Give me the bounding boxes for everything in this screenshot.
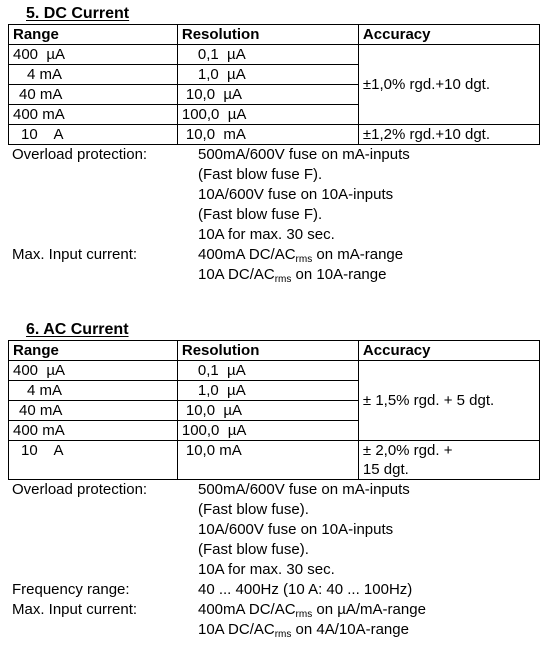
resolution-value: 1,0 µA xyxy=(197,66,246,83)
ac-current-table xyxy=(8,340,540,480)
range-cell xyxy=(9,125,178,145)
table-row xyxy=(9,45,540,65)
range-cell xyxy=(9,85,178,105)
accuracy-value: ± 1,5% rgd. + 5 dgt. xyxy=(362,392,495,409)
overload-line: 10A/600V fuse on 10A-inputs xyxy=(198,521,394,538)
accuracy-value: ±1,0% rgd.+10 dgt. xyxy=(362,76,490,93)
dc-current-section xyxy=(8,4,540,285)
resolution-cell xyxy=(177,65,358,85)
ac-current-heading-text: 6. AC Current xyxy=(26,321,129,338)
max-input-text: 400mA DC/AC xyxy=(198,601,296,618)
resolution-cell xyxy=(177,361,358,381)
header-accuracy: Accuracy xyxy=(358,341,539,361)
overload-line: (Fast blow fuse F). xyxy=(198,166,323,183)
range-cell xyxy=(9,421,178,441)
resolution-value: 1,0 µA xyxy=(197,382,246,399)
dc-current-table xyxy=(8,24,540,145)
dc-notes xyxy=(8,145,540,285)
overload-label: Overload protection: xyxy=(12,146,148,163)
overload-line: 10A for max. 30 sec. xyxy=(198,561,335,578)
ac-notes xyxy=(8,480,540,640)
accuracy-value: ± 2,0% rgd. + xyxy=(362,442,453,459)
range-cell xyxy=(9,105,178,125)
accuracy-cell xyxy=(358,441,539,480)
resolution-cell xyxy=(177,45,358,65)
overload-label: Overload protection: xyxy=(12,481,148,498)
max-input-text: 400mA DC/AC xyxy=(198,246,296,263)
ac-current-section xyxy=(8,320,540,640)
resolution-value: 10,0 mA xyxy=(185,126,246,143)
max-input-line xyxy=(198,265,540,285)
resolution-value: 10,0 µA xyxy=(185,402,243,419)
max-input-line xyxy=(198,620,540,640)
table-row xyxy=(9,125,540,145)
max-input-label: Max. Input current: xyxy=(12,601,138,618)
range-value: 4 mA xyxy=(27,382,63,399)
ac-current-heading xyxy=(8,320,540,340)
range-cell xyxy=(9,401,178,421)
resolution-value: 10,0 µA xyxy=(185,86,243,103)
table-header-row xyxy=(9,25,540,45)
overload-line: 10A/600V fuse on 10A-inputs xyxy=(198,186,394,203)
header-resolution: Resolution xyxy=(177,25,358,45)
max-input-text: on µA/mA-range xyxy=(312,601,426,618)
max-input-values xyxy=(198,245,540,285)
range-value: 40 mA xyxy=(19,402,63,419)
dc-current-heading xyxy=(8,4,540,24)
rms-subscript: rms xyxy=(274,274,292,285)
range-cell xyxy=(9,441,178,480)
header-range: Range xyxy=(9,25,178,45)
overload-row xyxy=(8,480,540,580)
header-range: Range xyxy=(9,341,178,361)
range-cell xyxy=(9,45,178,65)
overload-line: (Fast blow fuse F). xyxy=(198,206,323,223)
max-input-line xyxy=(198,600,540,620)
range-value: 400 µA xyxy=(13,46,66,63)
max-input-text: 10A DC/AC xyxy=(198,621,275,638)
table-header-row xyxy=(9,341,540,361)
accuracy-value: ±1,2% rgd.+10 dgt. xyxy=(362,126,490,143)
range-value: 10 A xyxy=(21,442,64,459)
overload-values xyxy=(198,480,540,580)
overload-line: 10A for max. 30 sec. xyxy=(198,226,335,243)
overload-line: 500mA/600V fuse on mA-inputs xyxy=(198,481,410,498)
range-value: 400 mA xyxy=(13,106,65,123)
resolution-cell xyxy=(177,421,358,441)
resolution-cell xyxy=(177,105,358,125)
frequency-value: 40 ... 400Hz (10 A: 40 ... 100Hz) xyxy=(198,581,413,598)
header-accuracy: Accuracy xyxy=(358,25,539,45)
overload-line: 500mA/600V fuse on mA-inputs xyxy=(198,146,410,163)
rms-subscript: rms xyxy=(274,629,292,640)
max-input-text: on 4A/10A-range xyxy=(291,621,409,638)
resolution-cell xyxy=(177,125,358,145)
accuracy-value: 15 dgt. xyxy=(362,461,409,478)
max-input-row xyxy=(8,245,540,285)
frequency-label: Frequency range: xyxy=(12,581,130,598)
max-input-text: on mA-range xyxy=(312,246,404,263)
overload-row xyxy=(8,145,540,245)
rms-subscript: rms xyxy=(295,609,313,620)
resolution-value: 100,0 µA xyxy=(181,106,247,123)
resolution-value: 100,0 µA xyxy=(181,422,247,439)
range-value: 400 mA xyxy=(13,422,65,439)
resolution-cell xyxy=(177,85,358,105)
accuracy-group-cell xyxy=(358,361,539,441)
resolution-value: 10,0 mA xyxy=(185,442,242,459)
resolution-cell xyxy=(177,401,358,421)
range-cell xyxy=(9,65,178,85)
resolution-cell xyxy=(177,441,358,480)
max-input-values xyxy=(198,600,540,640)
max-input-text: 10A DC/AC xyxy=(198,266,275,283)
range-value: 400 µA xyxy=(13,362,66,379)
range-cell xyxy=(9,381,178,401)
range-value: 40 mA xyxy=(19,86,63,103)
accuracy-cell xyxy=(358,125,539,145)
dc-current-heading-text: 5. DC Current xyxy=(26,5,130,22)
rms-subscript: rms xyxy=(295,254,313,265)
resolution-value: 0,1 µA xyxy=(197,362,246,379)
frequency-row xyxy=(8,580,540,600)
header-resolution: Resolution xyxy=(177,341,358,361)
overload-line: (Fast blow fuse). xyxy=(198,541,309,558)
table-row xyxy=(9,441,540,480)
accuracy-group-cell xyxy=(358,45,539,125)
range-value: 10 A xyxy=(21,126,64,143)
resolution-cell xyxy=(177,381,358,401)
max-input-line xyxy=(198,245,540,265)
overload-line: (Fast blow fuse). xyxy=(198,501,309,518)
max-input-row xyxy=(8,600,540,640)
max-input-text: on 10A-range xyxy=(291,266,387,283)
overload-values xyxy=(198,145,540,245)
range-cell xyxy=(9,361,178,381)
range-value: 4 mA xyxy=(27,66,63,83)
max-input-label: Max. Input current: xyxy=(12,246,138,263)
table-row xyxy=(9,361,540,381)
resolution-value: 0,1 µA xyxy=(197,46,246,63)
